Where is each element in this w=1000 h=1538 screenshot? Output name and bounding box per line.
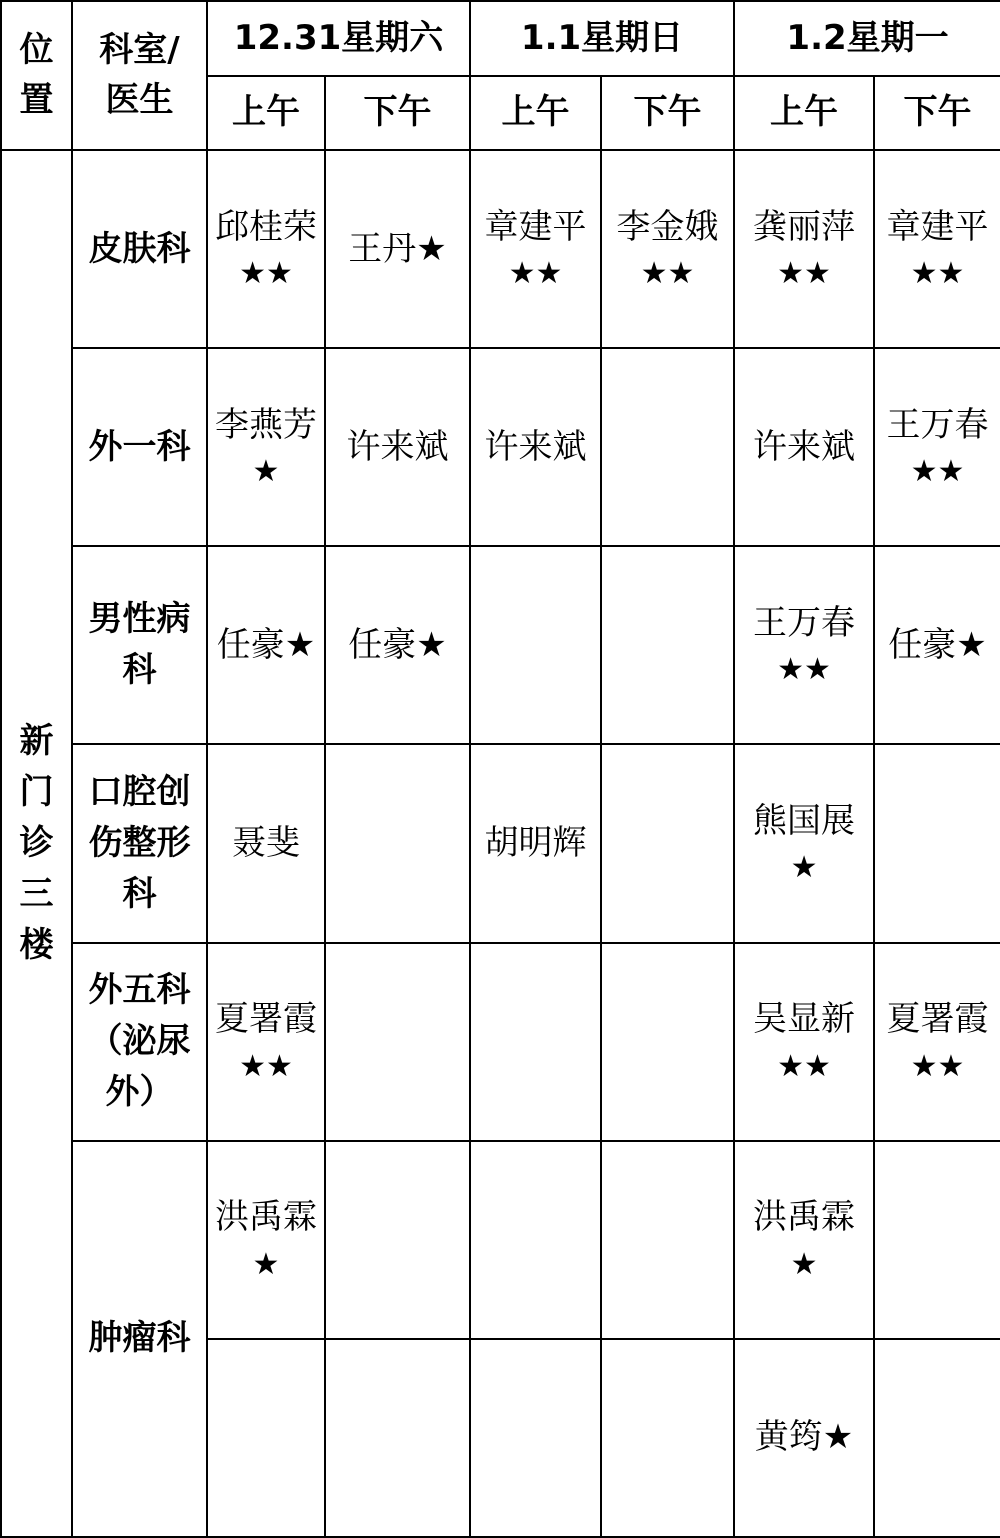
doctor-cell: [325, 546, 470, 744]
doctor-name: 李燕芳: [215, 404, 317, 445]
doctor-cell: [325, 1141, 470, 1339]
header-department: [72, 1, 207, 150]
doctor-name: 吴显新: [753, 999, 856, 1040]
doctor-cell: [325, 943, 470, 1141]
doctor-cell: [601, 348, 734, 546]
header-department-text: 科室/医生: [99, 30, 180, 120]
header-date-3: 1.2星期一: [734, 1, 1000, 76]
doctor-cell: [470, 943, 601, 1141]
department-cell: [72, 546, 207, 744]
header-am: 上午: [734, 76, 874, 150]
doctor-name: 洪禹霖: [215, 1197, 317, 1238]
doctor-cell: [601, 1141, 734, 1339]
schedule-body: [1, 150, 1000, 1537]
doctor-cell: [470, 744, 601, 942]
doctor-cell: [734, 744, 874, 942]
doctor-cell: [874, 546, 1000, 744]
doctor-cell: [874, 348, 1000, 546]
table-row: [1, 150, 1000, 348]
doctor-name: 许来斌: [753, 426, 856, 467]
doctor-cell: [325, 744, 470, 942]
location-cell: [1, 150, 72, 1537]
department-name: 口腔创伤整形科: [88, 772, 191, 915]
doctor-cell: [874, 150, 1000, 348]
doctor-cell: [207, 744, 325, 942]
doctor-cell: [874, 744, 1000, 942]
doctor-stars: ★★: [508, 256, 563, 292]
doctor-cell: [734, 1141, 874, 1339]
doctor-stars: ★★: [910, 256, 965, 292]
header-am: 上午: [207, 76, 325, 150]
doctor-stars: ★: [790, 1246, 818, 1282]
doctor-cell: [734, 943, 874, 1141]
doctor-name: 邱桂荣: [215, 206, 317, 247]
doctor-name: 许来斌: [346, 426, 449, 467]
doctor-cell: [874, 943, 1000, 1141]
doctor-cell: [470, 348, 601, 546]
department-name: 外一科: [88, 426, 191, 467]
table-row: [1, 1141, 1000, 1339]
doctor-name: 夏署霞: [215, 999, 317, 1040]
header-pm: 下午: [601, 76, 734, 150]
doctor-stars: ★★: [239, 1048, 293, 1084]
doctor-name: 章建平: [484, 206, 587, 247]
department-cell: [72, 943, 207, 1141]
table-row: [1, 744, 1000, 942]
header-date-2: 1.1星期日: [470, 1, 734, 76]
doctor-cell: [601, 150, 734, 348]
doctor-cell: [207, 546, 325, 744]
doctor-name: 任豪★: [888, 624, 987, 665]
header-am: 上午: [470, 76, 601, 150]
doctor-cell: [874, 1141, 1000, 1339]
doctor-name: 王万春: [886, 404, 989, 445]
header-pm: 下午: [325, 76, 470, 150]
department-cell: [72, 150, 207, 348]
doctor-name: 夏署霞: [886, 999, 989, 1040]
doctor-cell: [207, 1141, 325, 1339]
doctor-cell: [734, 546, 874, 744]
doctor-name: 王丹★: [348, 228, 447, 269]
department-cell: [72, 744, 207, 942]
doctor-cell: [207, 1339, 325, 1537]
doctor-cell: [734, 1339, 874, 1537]
doctor-name: 聂斐: [232, 822, 300, 863]
doctor-name: 任豪★: [216, 624, 316, 665]
doctor-stars: ★★: [910, 1048, 965, 1084]
department-cell: [72, 1141, 207, 1537]
header-location-text: 位置: [19, 30, 54, 120]
department-name: 男性病科: [88, 599, 191, 691]
department-name: 肿瘤科: [88, 1318, 191, 1359]
doctor-stars: ★★: [640, 256, 695, 292]
doctor-cell: [601, 744, 734, 942]
department-cell: [72, 348, 207, 546]
doctor-cell: [207, 943, 325, 1141]
doctor-cell: [601, 943, 734, 1141]
doctor-cell: [325, 348, 470, 546]
doctor-stars: ★: [790, 850, 818, 886]
doctor-stars: ★★: [910, 454, 965, 490]
header-location: [1, 1, 72, 150]
doctor-cell: [601, 1339, 734, 1537]
doctor-stars: ★: [252, 1246, 280, 1282]
department-name: 外五科（泌尿外）: [88, 970, 191, 1113]
doctor-name: 黄筠★: [754, 1417, 854, 1458]
doctor-cell: [207, 150, 325, 348]
table-row: [1, 546, 1000, 744]
doctor-cell: [734, 150, 874, 348]
doctor-name: 章建平: [886, 206, 989, 247]
doctor-stars: ★★: [777, 652, 831, 688]
doctor-name: 胡明辉: [484, 822, 587, 863]
doctor-name: 王万春: [753, 603, 856, 643]
doctor-cell: [470, 1339, 601, 1537]
doctor-cell: [470, 1141, 601, 1339]
doctor-cell: [874, 1339, 1000, 1537]
doctor-stars: ★★: [777, 1048, 831, 1084]
doctor-name: 龚丽萍: [753, 206, 856, 247]
doctor-cell: [325, 1339, 470, 1537]
doctor-name: 洪禹霖: [753, 1197, 856, 1238]
doctor-name: 任豪★: [348, 624, 447, 665]
doctor-cell: [601, 546, 734, 744]
doctor-cell: [734, 348, 874, 546]
doctor-stars: ★★: [777, 256, 831, 292]
department-name: 皮肤科: [88, 228, 191, 269]
header-row-dates: [1, 1, 1000, 76]
doctor-cell: [325, 150, 470, 348]
doctor-cell: [470, 546, 601, 744]
doctor-cell: [207, 348, 325, 546]
doctor-cell: [470, 150, 601, 348]
table-row: [1, 348, 1000, 546]
table-row: [1, 943, 1000, 1141]
location-label: 新门诊三楼: [19, 721, 54, 966]
header-pm: 下午: [874, 76, 1000, 150]
doctor-name: 许来斌: [484, 426, 587, 467]
doctor-stars: ★★: [239, 256, 293, 292]
doctor-stars: ★: [252, 454, 280, 490]
doctor-name: 熊国展: [753, 801, 856, 842]
header-date-1: 12.31星期六: [207, 1, 470, 76]
doctor-name: 李金娥: [616, 206, 719, 247]
